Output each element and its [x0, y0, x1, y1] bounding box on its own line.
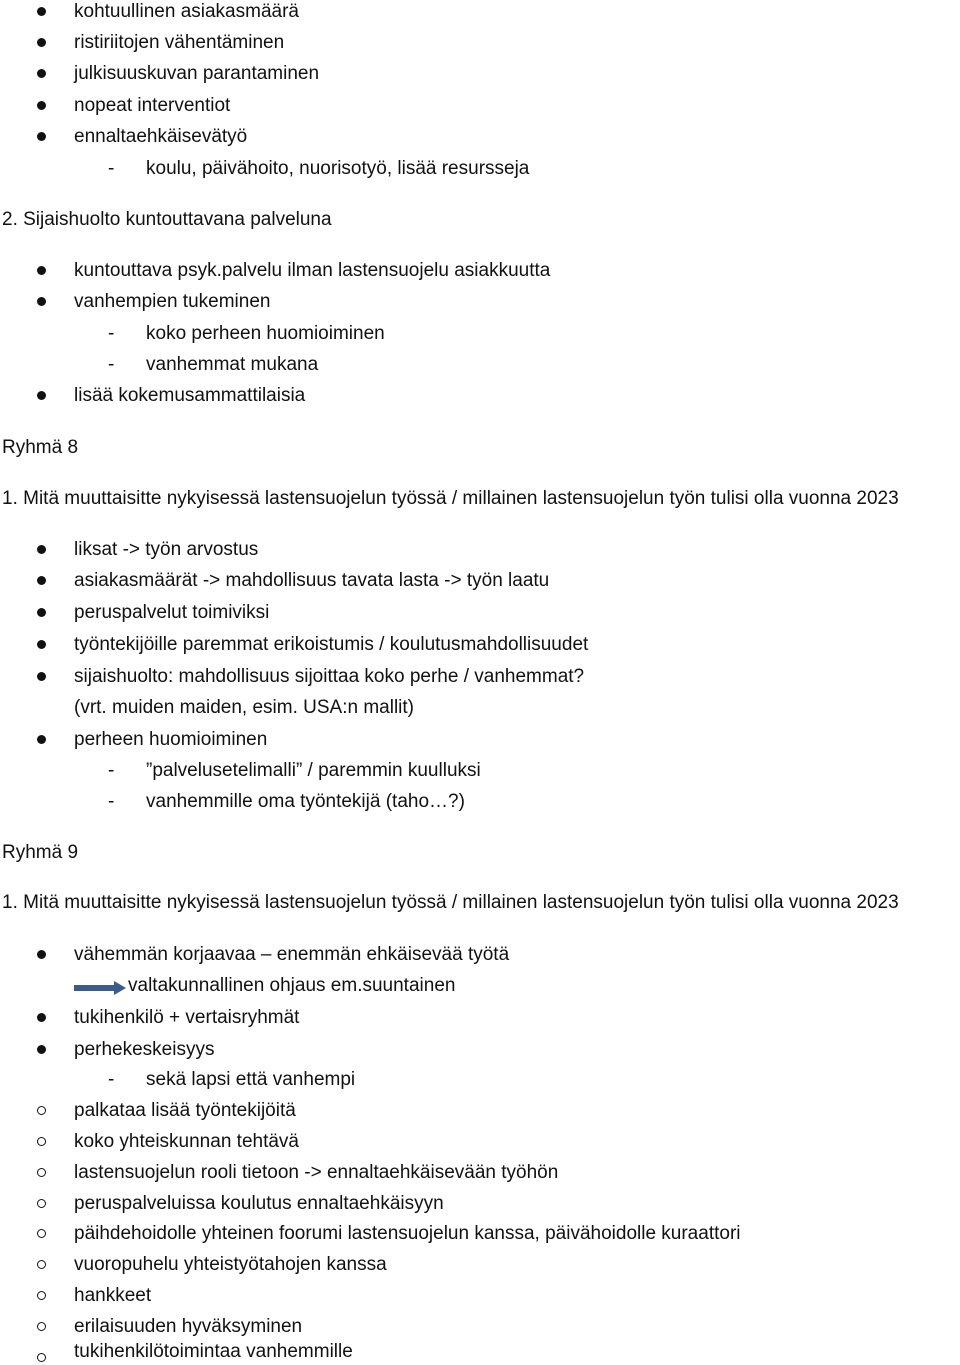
- group-title: Ryhmä 8: [2, 437, 79, 458]
- bullet-circle: [37, 1199, 46, 1208]
- bullet-dot: [37, 132, 46, 141]
- list-item: työntekijöille paremmat erikoistumis / koulutusmahdollisuudet: [74, 634, 589, 655]
- bullet-dot: [37, 735, 46, 744]
- list-item: tukihenkilötoimintaa vanhemmille: [74, 1341, 353, 1362]
- dash-marker: -: [108, 760, 115, 781]
- list-item: perheen huomioiminen: [74, 729, 268, 750]
- bullet-circle: [37, 1353, 46, 1362]
- list-item: vanhempien tukeminen: [74, 291, 271, 312]
- bullet-dot: [37, 101, 46, 110]
- dash-marker: -: [108, 1069, 115, 1090]
- sub-list-item: koulu, päivähoito, nuorisotyö, lisää resursseja: [146, 158, 530, 179]
- list-item: liksat -> työn arvostus: [74, 539, 259, 560]
- list-item: tukihenkilö + vertaisryhmät: [74, 1007, 300, 1028]
- sub-list-item: koko perheen huomioiminen: [146, 323, 385, 344]
- list-item-continuation: (vrt. muiden maiden, esim. USA:n mallit): [74, 697, 414, 718]
- list-item: palkataa lisää työntekijöitä: [74, 1100, 296, 1121]
- list-item: julkisuuskuvan parantaminen: [74, 63, 320, 84]
- list-item: hankkeet: [74, 1285, 152, 1306]
- bullet-dot: [37, 608, 46, 617]
- list-item: peruspalveluissa koulutus ennaltaehkäisyyn: [74, 1193, 444, 1214]
- question-heading: 1. Mitä muuttaisitte nykyisessä lastensuojelun työssä / millainen lastensuojelun työn tulisi olla vuonna 2023: [2, 892, 899, 913]
- list-item: sijaishuolto: mahdollisuus sijoittaa koko perhe / vanhemmat?: [74, 666, 585, 687]
- question-heading: 1. Mitä muuttaisitte nykyisessä lastensuojelun työssä / millainen lastensuojelun työn tulisi olla vuonna 2023: [2, 488, 899, 509]
- dash-marker: -: [108, 354, 115, 375]
- bullet-circle: [37, 1106, 46, 1115]
- list-item: nopeat interventiot: [74, 95, 231, 116]
- dash-marker: -: [108, 158, 115, 179]
- list-item: erilaisuuden hyväksyminen: [74, 1316, 303, 1337]
- sub-list-item: sekä lapsi että vanhempi: [146, 1069, 356, 1090]
- bullet-dot: [37, 576, 46, 585]
- dash-marker: -: [108, 323, 115, 344]
- list-item: kohtuullinen asiakasmäärä: [74, 1, 299, 22]
- list-item: kuntouttava psyk.palvelu ilman lastensuojelu asiakkuutta: [74, 260, 551, 281]
- list-item: vähemmän korjaavaa – enemmän ehkäisevää työtä: [74, 944, 510, 965]
- right-arrow-icon: [74, 981, 126, 995]
- sub-list-item: vanhemmille oma työntekijä (taho…?): [146, 791, 465, 812]
- list-item: ristiriitojen vähentäminen: [74, 32, 285, 53]
- bullet-dot: [37, 7, 46, 16]
- bullet-dot: [37, 69, 46, 78]
- bullet-dot: [37, 1013, 46, 1022]
- bullet-dot: [37, 391, 46, 400]
- list-item: perhekeskeisyys: [74, 1039, 215, 1060]
- sub-list-item: ”palvelusetelimalli” / paremmin kuulluksi: [146, 760, 481, 781]
- list-item: asiakasmäärät -> mahdollisuus tavata lasta -> työn laatu: [74, 570, 550, 591]
- bullet-circle: [37, 1260, 46, 1269]
- list-item: peruspalvelut toimiviksi: [74, 602, 270, 623]
- bullet-circle: [37, 1229, 46, 1238]
- bullet-dot: [37, 266, 46, 275]
- bullet-dot: [37, 640, 46, 649]
- bullet-circle: [37, 1137, 46, 1146]
- sub-list-item: vanhemmat mukana: [146, 354, 319, 375]
- bullet-circle: [37, 1291, 46, 1300]
- group-title: Ryhmä 9: [2, 842, 79, 863]
- bullet-dot: [37, 672, 46, 681]
- list-item: koko yhteiskunnan tehtävä: [74, 1131, 299, 1152]
- bullet-dot: [37, 38, 46, 47]
- bullet-circle: [37, 1168, 46, 1177]
- section-heading: 2. Sijaishuolto kuntouttavana palveluna: [2, 209, 332, 230]
- bullet-circle: [37, 1322, 46, 1331]
- bullet-dot: [37, 545, 46, 554]
- bullet-dot: [37, 297, 46, 306]
- list-item: vuoropuhelu yhteistyötahojen kanssa: [74, 1254, 387, 1275]
- bullet-dot: [37, 950, 46, 959]
- dash-marker: -: [108, 791, 115, 812]
- list-item: ennaltaehkäisevätyö: [74, 126, 248, 147]
- list-item: päihdehoidolle yhteinen foorumi lastensuojelun kanssa, päivähoidolle kuraattori: [74, 1223, 741, 1244]
- list-item: lastensuojelun rooli tietoon -> ennaltaehkäisevään työhön: [74, 1162, 559, 1183]
- list-item: lisää kokemusammattilaisia: [74, 385, 306, 406]
- arrow-item: valtakunnallinen ohjaus em.suuntainen: [128, 975, 456, 996]
- bullet-dot: [37, 1045, 46, 1054]
